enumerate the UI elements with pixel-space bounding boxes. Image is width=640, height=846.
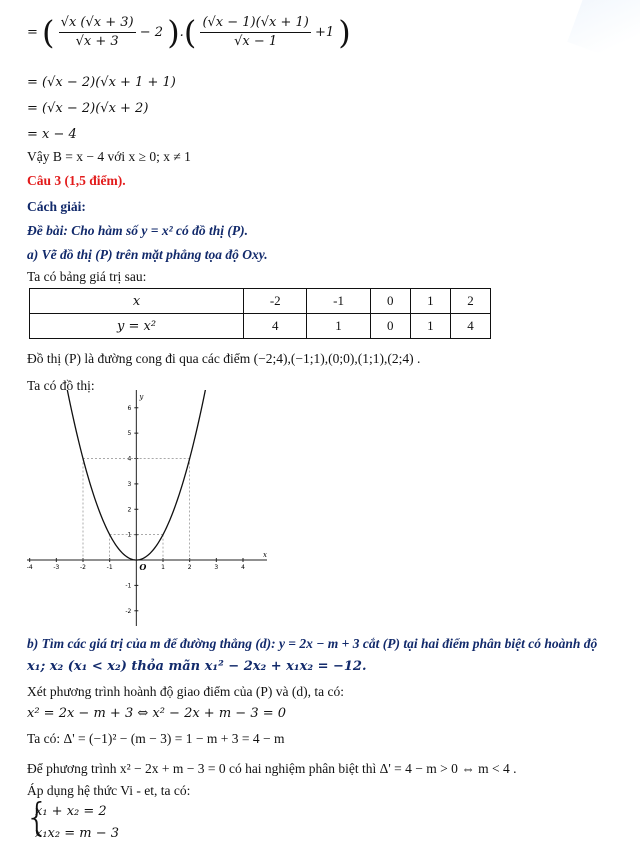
vieta-sum: x₁ + x₂ = 2 [35,804,107,819]
part-a-heading: a) Vẽ đồ thị (P) trên mặt phẳng tọa độ Oxy. [27,247,268,262]
system-brace: { [25,795,50,839]
x-tick-label: 4 [241,564,245,572]
y-tick-label: 1 [127,531,132,539]
discriminant-line: Ta có: Δ' = (−1)² − (m − 3) = 1 − m + 3 = 4 − m [27,731,285,746]
x-tick-label: 3 [214,564,219,572]
intersection-intro: Xét phương trình hoành độ giao điểm của (P) và (d), ta có: [27,684,344,699]
part-b-heading-line-2: x₁; x₂ (x₁ < x₂) thỏa mãn x₁² − 2x₂ + x₁x₂ = −12. [27,659,367,674]
expression-line-3: = (√x − 2)(√x + 2) [27,101,149,116]
points-description: Đồ thị (P) là đường cong đi qua các điểm (−2;4),(−1;1),(0;0),(1;1),(2;4) . [27,351,421,366]
x-tick-label: -4 [27,564,33,572]
expression-line-2: = (√x − 2)(√x + 1 + 1) [27,75,176,90]
y-tick-label: 5 [127,430,132,438]
y-axis-label: y [139,393,144,401]
parabola-graph [27,390,267,626]
x-tick-label: 1 [161,564,165,572]
x-tick-label: 2 [187,564,192,572]
table-intro: Ta có bảng giá trị sau: [27,269,147,284]
x-tick-label: -1 [106,564,113,572]
vieta-intro: Áp dụng hệ thức Vi - et, ta có: [27,783,191,798]
equation-line: x² = 2x − m + 3 ⇔ x² − 2x + m − 3 = 0 [27,706,287,721]
y-tick-label: -1 [125,582,132,590]
corner-decoration [567,0,640,73]
x-tick-label: -3 [53,564,60,572]
expression-line-4: = x − 4 [27,127,77,142]
table-row: x -2 -1 0 1 2 [30,289,491,314]
part-b-heading-line-1: b) Tìm các giá trị của m để đường thẳng (d): y = 2x − m + 3 cắt (P) tại hai điểm phân biệt có hoành độ [27,636,598,651]
expression-line-1: = ( $\frac{√x (√x + 3)}{√x + 3}$ − 2 ).( $\frac{(√x - 1)(√x + 1)}{√x - 1}$ +1 ) [27,13,351,52]
value-table [29,288,491,339]
solution-heading: Cách giải: [27,199,86,214]
graph-intro: Ta có đồ thị: [27,378,95,393]
x-axis-label: x [263,551,267,560]
y-tick-label: 4 [127,455,132,463]
fraction-b: $\frac{(√x - 1)(√x + 1)}{√x - 1}$ [202,15,309,49]
y-tick-label: 3 [127,480,132,488]
question-3-heading: Câu 3 (1,5 điểm). [27,173,126,188]
conclusion-line: Vậy B = x − 4 với x ≥ 0; x ≠ 1 [27,149,191,164]
origin-label: O [139,562,147,573]
table-row: y = x² 4 1 0 1 4 [30,314,491,339]
y-tick-label: 6 [127,404,132,412]
y-tick-label: -2 [125,607,132,615]
vieta-product: x₁x₂ = m − 3 [35,826,119,841]
y-tick-label: 2 [127,506,132,514]
fraction-a: $\frac{√x (√x + 3)}{√x + 3}$ [60,15,134,49]
problem-statement: Đề bài: Cho hàm số y = x² có đồ thị (P). [27,223,248,238]
condition-line: Để phương trình x² − 2x + m − 3 = 0 có hai nghiệm phân biệt thì Δ' = 4 − m > 0 ⇔ m < 4 . [27,761,517,776]
x-tick-label: -2 [80,564,86,572]
